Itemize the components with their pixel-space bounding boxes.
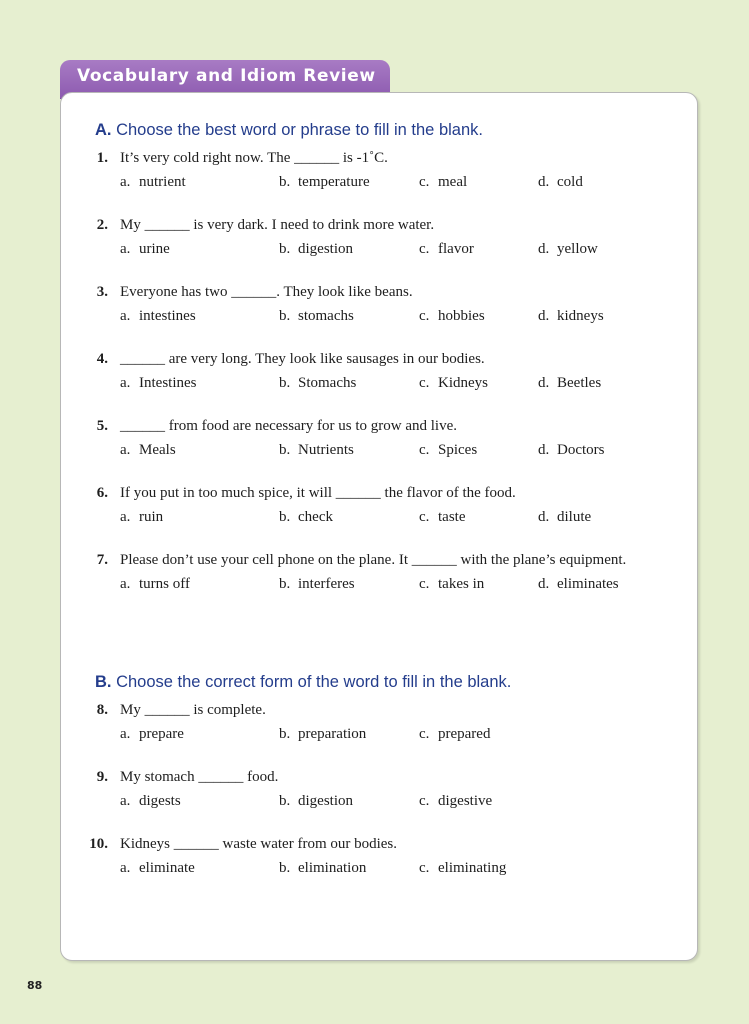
question-10-option-a: a. eliminate [120,860,195,876]
question-7-number: 7. [96,552,108,568]
question-5-option-b: b. Nutrients [279,442,354,458]
question-5-option-d: d. Doctors [538,442,605,458]
question-2-option-c: c. flavor [419,241,474,257]
question-3-option-c: c. hobbies [419,308,485,324]
question-2-option-b: b. digestion [279,241,353,257]
question-1-option-b: b. temperature [279,174,370,190]
question-8-option-b: b. preparation [279,726,367,742]
question-8-number: 8. [96,702,108,718]
question-10-option-c: c. eliminating [419,860,507,876]
question-9-option-c: c. digestive [419,793,493,809]
question-8-option-c: c. prepared [419,726,491,742]
question-7-option-b: b. interferes [279,576,355,592]
question-1-number: 1. [96,150,108,166]
question-2-option-a: a. urine [120,241,170,257]
question-9-option-a: a. digests [120,793,181,809]
question-2-number: 2. [96,217,108,233]
question-5-text: ______ from food are necessary for us to grow and live. [120,418,457,434]
question-9-option-b: b. digestion [279,793,353,809]
question-9-number: 9. [96,769,108,785]
question-1-option-d: d. cold [538,174,583,190]
question-4-option-a: a. Intestines [120,375,197,391]
question-8-text: My ______ is complete. [120,702,266,718]
page-number: 88 [27,979,43,992]
question-6-number: 6. [96,485,108,501]
question-6-text: If you put in too much spice, it will ______ the flavor of the food. [120,485,516,501]
section-a-instruction: Choose the best word or phrase to fill in the blank. [116,121,483,139]
question-3-option-d: d. kidneys [538,308,604,324]
section-b-heading [95,673,511,692]
question-1-option-a: a. nutrient [120,174,186,190]
question-7-text: Please don’t use your cell phone on the plane. It ______ with the plane’s equipment. [120,552,627,568]
question-3-text: Everyone has two ______. They look like beans. [120,284,413,300]
question-8-option-a: a. prepare [120,726,184,742]
question-6-option-d: d. dilute [538,509,592,525]
section-b-instruction: Choose the correct form of the word to fill in the blank. [116,673,512,691]
question-5-option-c: c. Spices [419,442,478,458]
question-3-number: 3. [96,284,108,300]
question-7-option-a: a. turns off [120,576,190,592]
question-2-text: My ______ is very dark. I need to drink more water. [120,217,435,233]
question-10-text: Kidneys ______ waste water from our bodies. [120,836,398,852]
question-9-text: My stomach ______ food. [120,769,279,785]
question-5-option-a: a. Meals [120,442,176,458]
section-a-heading [95,121,483,140]
question-1-option-c: c. meal [419,174,468,190]
question-10-option-b: b. elimination [279,860,367,876]
question-3-option-b: b. stomachs [279,308,354,324]
question-4-text: ______ are very long. They look like sausages in our bodies. [120,351,485,367]
question-3-option-a: a. intestines [120,308,196,324]
section-a-letter: A. [95,121,112,139]
question-6-option-c: c. taste [419,509,466,525]
question-10-number: 10. [89,836,108,852]
question-4-option-c: c. Kidneys [419,375,488,391]
page-title: Vocabulary and Idiom Review [77,66,376,86]
question-5-number: 5. [96,418,108,434]
question-6-option-a: a. ruin [120,509,164,525]
question-7-option-d: d. eliminates [538,576,619,592]
question-2-option-d: d. yellow [538,241,598,257]
question-7-option-c: c. takes in [419,576,485,592]
question-4-option-d: d. Beetles [538,375,602,391]
question-1-text: It’s very cold right now. The ______ is -1˚C. [120,150,388,166]
question-4-number: 4. [96,351,108,367]
question-6-option-b: b. check [279,509,333,525]
question-4-option-b: b. Stomachs [279,375,357,391]
section-b-letter: B. [95,673,112,691]
